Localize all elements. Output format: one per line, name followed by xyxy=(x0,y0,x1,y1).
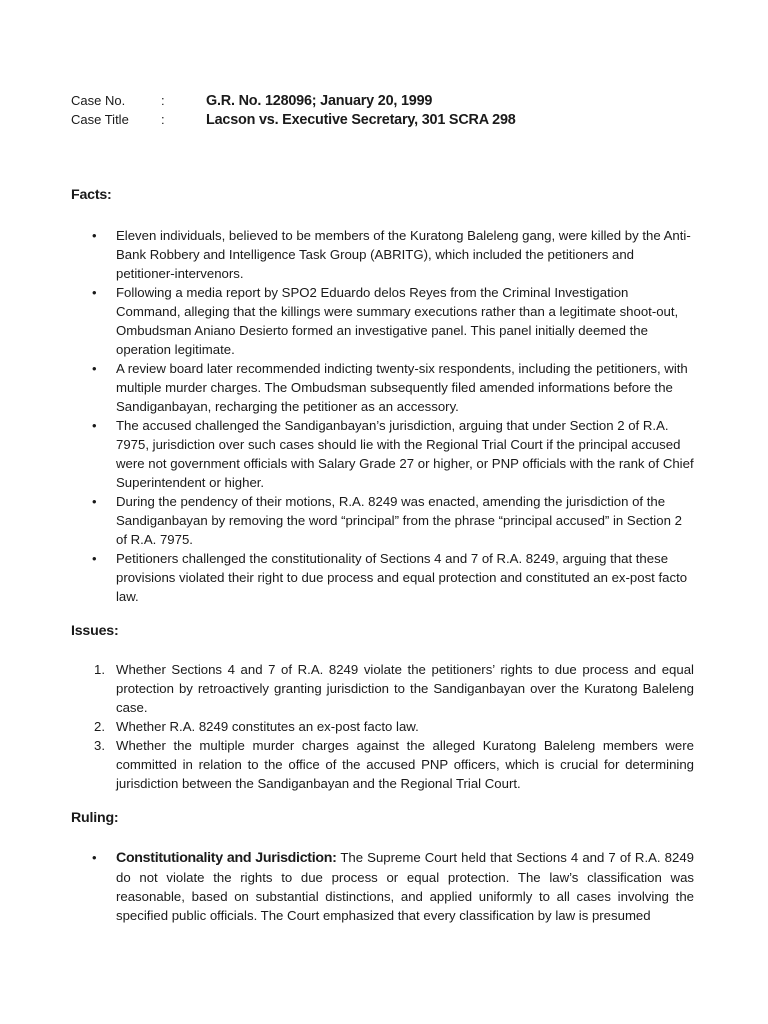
case-title-row xyxy=(71,112,516,131)
case-no-colon: : xyxy=(161,93,165,108)
case-no-row xyxy=(71,93,516,112)
list-item xyxy=(116,848,694,925)
item-number: 1. xyxy=(94,662,105,677)
issues-heading: Issues: xyxy=(71,623,119,639)
item-text: The Supreme Court held that Sections 4 and 7 of R.A. 8249 do not violate the rights to due process or equal protection. The law’s classification was reasonable, based on substantial distinctions, and applied uniformly to all cases involving the specified public officials. The Court emphasized that every classification by law is presumed xyxy=(116,850,695,923)
ruling-lead: Constitutionality and Jurisdiction: xyxy=(116,850,337,866)
item-number: 2. xyxy=(94,719,105,734)
list-item: • A review board later recommended indicting twenty-six respondents, including the petitioners, with multiple murder charges. The Ombudsman subsequently filed amended informations before the Sandiganbayan, recharging the petitioner as an accessory. xyxy=(116,359,694,416)
case-title-colon: : xyxy=(161,112,165,127)
list-item: • During the pendency of their motions, R.A. 8249 was enacted, amending the jurisdiction of the Sandiganbayan by removing the word “principal” from the phrase “principal accused” in Section 2 of R.A. 7975. xyxy=(116,492,694,549)
case-title-value: Lacson vs. Executive Secretary, 301 SCRA 298 xyxy=(206,112,516,128)
case-no-label: Case No. xyxy=(71,93,126,108)
list-item: • Eleven individuals, believed to be members of the Kuratong Baleleng gang, were killed by the Anti-Bank Robbery and Intelligence Task Group (ABRITG), which included the petitioners and petitioner-intervenors. xyxy=(116,226,694,283)
ruling-heading: Ruling: xyxy=(71,810,119,826)
item-text: Whether the multiple murder charges against the alleged Kuratong Baleleng members were committed in relation to the office of the accused PNP officers, which is crucial for determining jurisdiction between the Sandiganbayan and the Regional Trial Court. xyxy=(116,738,694,791)
case-header xyxy=(71,93,516,131)
item-text: Whether R.A. 8249 constitutes an ex-post facto law. xyxy=(116,719,419,734)
case-title-label: Case Title xyxy=(71,112,129,127)
item-text: Whether Sections 4 and 7 of R.A. 8249 violate the petitioners’ rights to due process and equal protection by retroactively granting jurisdiction to the Sandiganbayan over the Kuratong Baleleng case. xyxy=(116,662,694,715)
item-number: 3. xyxy=(94,738,105,753)
facts-list xyxy=(116,226,694,606)
list-item xyxy=(94,660,694,717)
case-no-value: G.R. No. 128096; January 20, 1999 xyxy=(206,93,433,109)
list-item: • Following a media report by SPO2 Eduardo delos Reyes from the Criminal Investigation Command, alleging that the killings were summary executions rather than a legitimate shoot-out, Ombudsman Aniano Desierto formed an investigative panel. This panel initially deemed the operation legitimate. xyxy=(116,283,694,359)
list-item: • Petitioners challenged the constitutionality of Sections 4 and 7 of R.A. 8249, arguing that these provisions violated their right to due process and equal protection and constituted an ex-post facto law. xyxy=(116,549,694,606)
list-item xyxy=(94,736,694,793)
list-item: • The accused challenged the Sandiganbayan’s jurisdiction, arguing that under Section 2 of R.A. 7975, jurisdiction over such cases should lie with the Regional Trial Court if the principal accused were not government officials with Salary Grade 27 or higher, or PNP officials with the rank of Chief Superintendent or higher. xyxy=(116,416,694,492)
list-item xyxy=(94,717,694,736)
facts-heading: Facts: xyxy=(71,187,112,203)
issues-list xyxy=(94,660,694,793)
ruling-list xyxy=(116,848,694,925)
